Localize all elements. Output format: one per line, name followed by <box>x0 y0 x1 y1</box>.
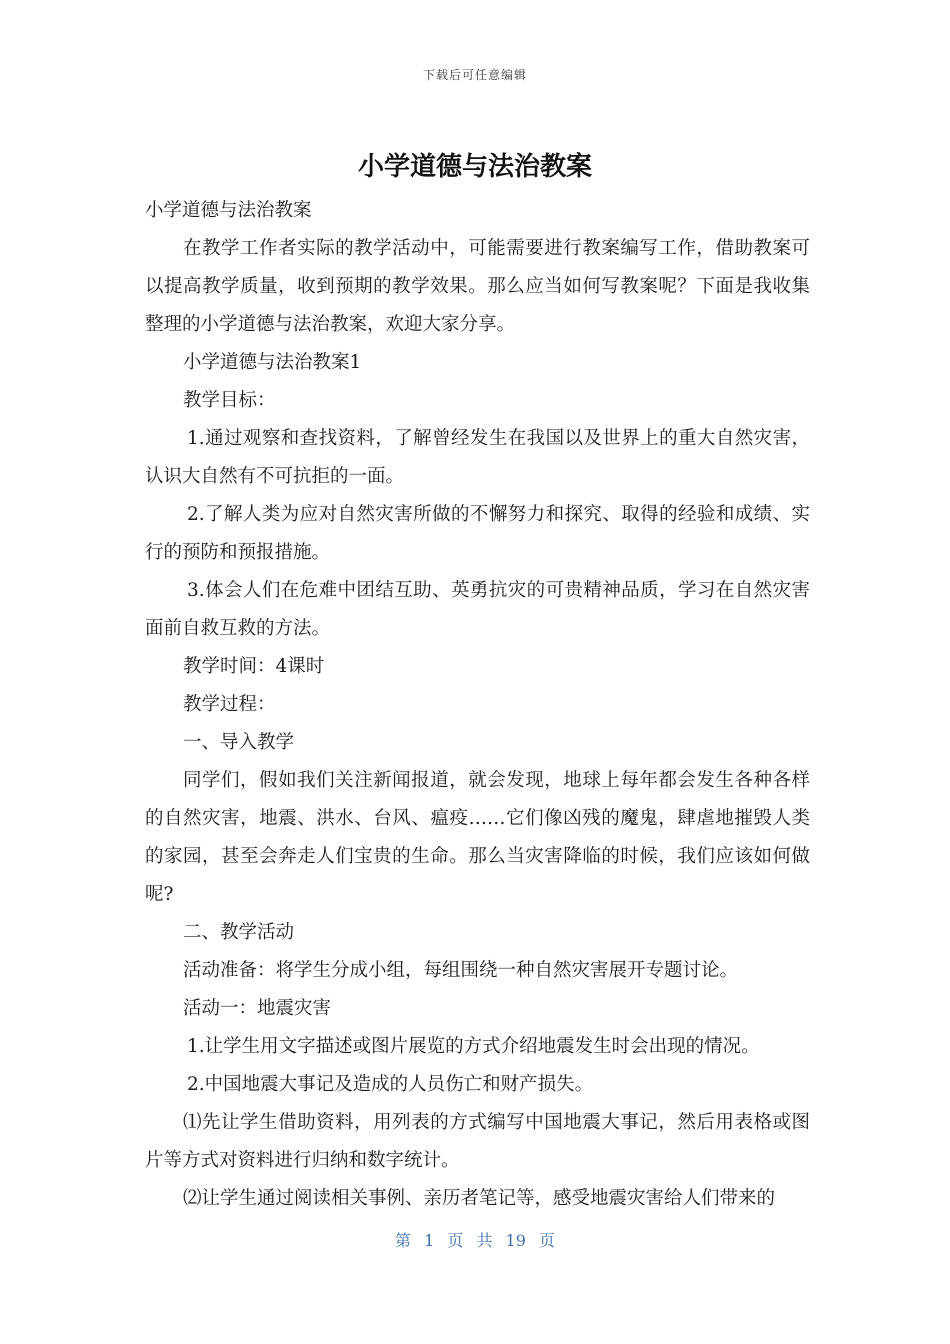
paragraph-activity-prep: 活动准备：将学生分成小组，每组围绕一种自然灾害展开专题讨论。 <box>183 960 739 981</box>
paragraph-subtitle: 小学道德与法治教案 <box>145 200 312 221</box>
paragraph-activity-1-sub-1: ⑴先让学生借助资料，用列表的方式编写中国地震大事记，然后用表格或图片等方式对资料进行归纳和数字统计。 <box>145 1112 810 1171</box>
page-number-footer: 第 1 页 共 19 页 <box>395 1231 555 1250</box>
header-note: 下载后可任意编辑 <box>422 68 527 82</box>
paragraph-teaching-time: 教学时间：4课时 <box>183 656 325 677</box>
paragraph-intro: 在教学工作者实际的教学活动中，可能需要进行教案编写工作，借助教案可以提高教学质量，收到预期的教学效果。那么应当如何写教案呢？下面是我收集整理的小学道德与法治教案，欢迎大家分享。 <box>145 238 810 335</box>
paragraph-goal-2: 2.了解人类为应对自然灾害所做的不懈努力和探究、取得的经验和成绩、实行的预防和预报措施。 <box>145 504 810 563</box>
document-body <box>145 192 810 1218</box>
paragraph-activity-1-item-1: 1.让学生用文字描述或图片展览的方式介绍地震发生时会出现的情况。 <box>187 1036 760 1057</box>
paragraph-intro-text: 同学们，假如我们关注新闻报道，就会发现，地球上每年都会发生各种各样的自然灾害，地震、洪水、台风、瘟疫……它们像凶残的魔鬼，肆虐地摧毁人类的家园，甚至会奔走人们宝贵的生命。那么当灾害降临的时候，我们应该如何做呢? <box>145 770 810 905</box>
paragraph-part-1-heading: 一、导入教学 <box>183 732 295 753</box>
document-title: 小学道德与法治教案 <box>357 152 592 182</box>
paragraph-process-heading: 教学过程： <box>183 694 276 715</box>
paragraph-goals-heading: 教学目标： <box>183 390 276 411</box>
paragraph-activity-1-sub-2: ⑵让学生通过阅读相关事例、亲历者笔记等，感受地震灾害给人们带来的 <box>183 1188 776 1209</box>
paragraph-activity-1: 活动一：地震灾害 <box>183 998 332 1019</box>
paragraph-activity-1-item-2: 2.中国地震大事记及造成的人员伤亡和财产损失。 <box>187 1074 594 1095</box>
paragraph-section-heading: 小学道德与法治教案1 <box>183 352 362 373</box>
paragraph-part-2-heading: 二、教学活动 <box>183 922 295 943</box>
paragraph-goal-3: 3.体会人们在危难中团结互助、英勇抗灾的可贵精神品质，学习在自然灾害面前自救互救的方法。 <box>145 580 810 639</box>
paragraph-goal-1: 1.通过观察和查找资料，了解曾经发生在我国以及世界上的重大自然灾害，认识大自然有不可抗拒的一面。 <box>145 428 810 487</box>
